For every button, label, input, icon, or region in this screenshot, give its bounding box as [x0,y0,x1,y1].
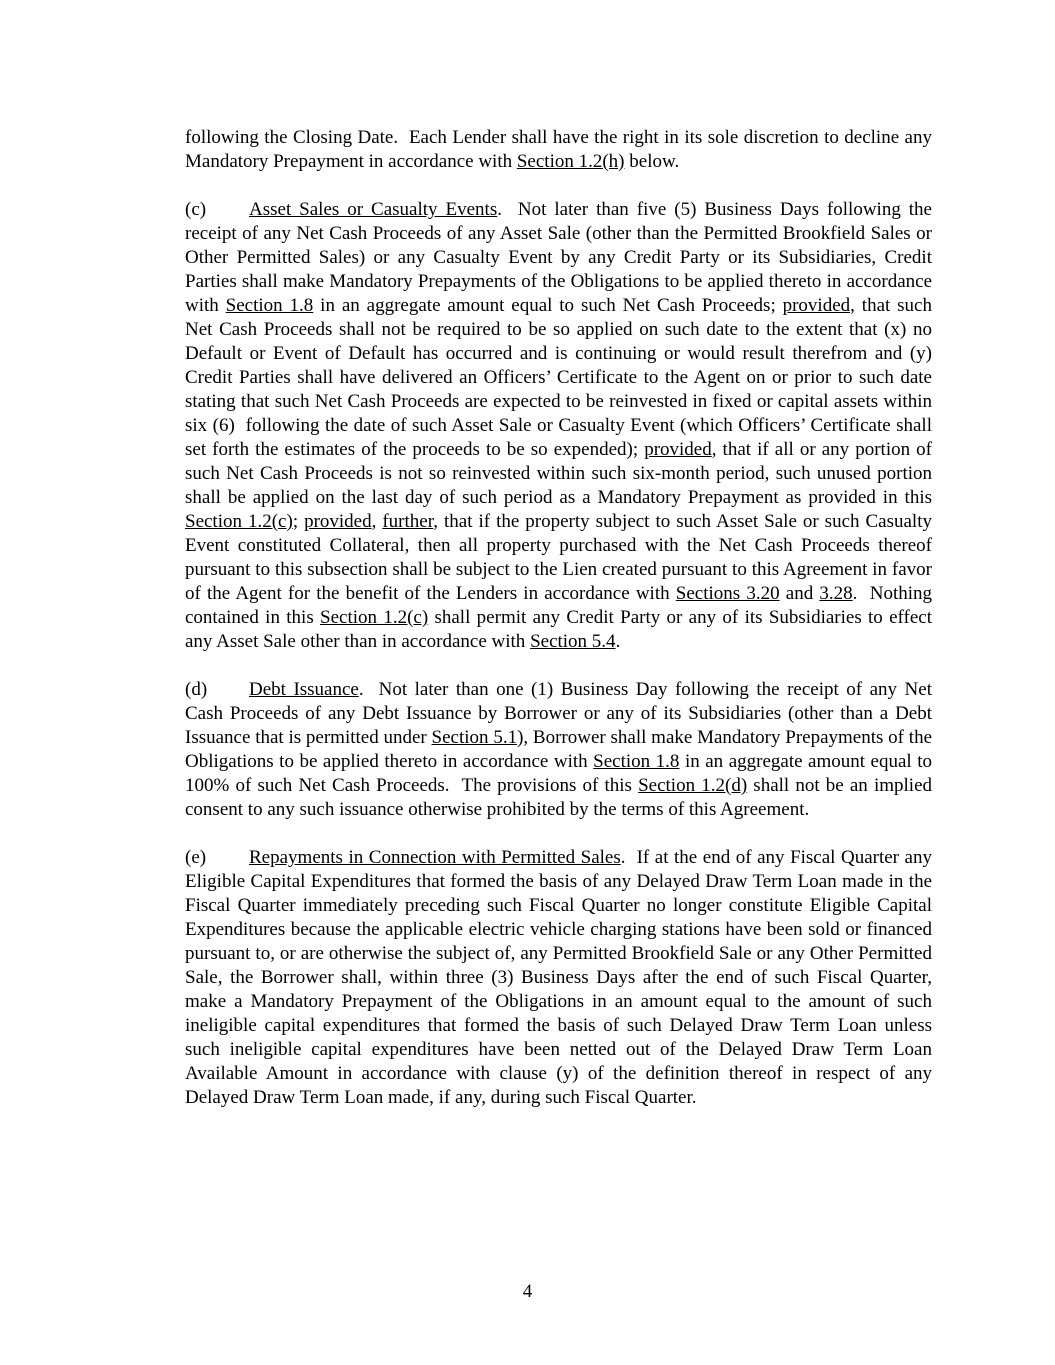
text-run: below. [624,151,680,172]
document-body [185,126,932,1134]
text-run: ; [292,511,305,532]
text-run: in an aggregate amount equal to such Net Cash Proceeds; [313,295,783,316]
underlined-text: Section 1.8 [593,751,680,772]
underlined-text: 3.28 [819,583,853,604]
underlined-text: provided [644,439,712,460]
text-run: . [615,631,621,652]
underlined-text: Section 1.2(d) [638,775,748,796]
page-number: 4 [522,1281,533,1302]
paragraph-label: (e) [185,847,207,868]
text-run: , [371,511,383,532]
text-run: ), Borrower shall make Mandatory Prepayments of the Obligations to be applied thereto in accordance with [185,727,932,772]
text-run: in an aggregate amount equal to 100% of such Net Cash Proceeds. The provisions of this [185,751,932,796]
underlined-text: Sections 3.20 [675,583,780,604]
underlined-text: Section 1.2(h) [516,151,625,172]
paragraph-d-debt-issuance [185,678,932,822]
underlined-text: Section 5.4 [530,631,616,652]
paragraph-e-repayments [185,846,932,1110]
text-run: , that if all or any portion of such Net Cash Proceeds is not so reinvested within such six-month period, such unused portion shall be applied on the last day of such period as a Mandatory Prepayment as provided in this [185,439,932,508]
underlined-text: provided [304,511,372,532]
text-run: and [779,583,820,604]
underlined-text: Section 1.2(c) [185,511,293,532]
paragraph-intro [185,126,932,174]
text-run: , that such Net Cash Proceeds shall not be required to be so applied on such date to the extent that (x) no Default or Event of Default has occurred and is continuing or would result therefrom and (y) Credit Parties shall have delivered an Officers’ Certificate to the Agent on or prior to such date stating that such Net Cash Proceeds are expected to be reinvested in fixed or capital assets within six (6) following the date of such Asset Sale or Casualty Event (which Officers’ Certificate shall set forth the estimates of the proceeds to be so expended); [185,295,932,460]
underlined-text: Repayments in Connection with Permitted Sales [249,847,621,868]
text-run: . Not later than five (5) Business Days following the receipt of any Net Cash Proceeds of any Asset Sale (other than the Permitted Brookfield Sales or Other Permitted Sales) or any Casualty Event by any Credit Party or its Subsidiaries, Credit Parties shall make Mandatory Prepayments of the Obligations to be applied thereto in accordance with [185,199,932,316]
underlined-text: Section 1.2(c) [320,607,429,628]
text-run: . Not later than one (1) Business Day following the receipt of any Net Cash Proceeds of any Debt Issuance by Borrower or any of its Subsidiaries (other than a Debt Issuance that is permitted under [185,679,932,748]
underlined-text: provided [782,295,851,316]
underlined-text: Debt Issuance [249,679,359,700]
text-run: shall permit any Credit Party or any of its Subsidiaries to effect any Asset Sale other than in accordance with [185,607,933,652]
text-run: . Nothing contained in this [185,583,933,628]
underlined-text: Section 1.8 [225,295,314,316]
underlined-text: Section 5.1 [431,727,518,748]
underlined-text: Asset Sales or Casualty Events [249,199,498,220]
underlined-text: further [382,511,434,532]
paragraph-label: (d) [185,679,208,700]
text-run: following the Closing Date. Each Lender shall have the right in its sole discretion to decline any Mandatory Prepayment in accordance with [185,127,932,172]
text-run: shall not be an implied consent to any such issuance otherwise prohibited by the terms of this Agreement. [185,775,933,820]
text-run: . If at the end of any Fiscal Quarter any Eligible Capital Expenditures that formed the basis of any Delayed Draw Term Loan made in the Fiscal Quarter immediately preceding such Fiscal Quarter no longer constitute Eligible Capital Expenditures because the applicable electric vehicle charging stations have been sold or financed pursuant to, or are otherwise the subject of, any Permitted Brookfield Sale or any Other Permitted Sale, the Borrower shall, within three (3) Business Days after the end of such Fiscal Quarter, make a Mandatory Prepayment of the Obligations in an amount equal to the amount of such ineligible capital expenditures that formed the basis of such Delayed Draw Term Loan unless such ineligible capital expenditures have been netted out of the Delayed Draw Term Loan Available Amount in accordance with clause (y) of the definition thereof in respect of any Delayed Draw Term Loan made, if any, during such Fiscal Quarter. [185,847,932,1108]
text-run: , that if the property subject to such Asset Sale or such Casualty Event constituted Collateral, then all property purchased with the Net Cash Proceeds thereof pursuant to this subsection shall be subject to the Lien created pursuant to this Agreement in favor of the Agent for the benefit of the Lenders in accordance with [185,511,932,604]
paragraph-c-asset-sales [185,198,932,654]
paragraph-label: (c) [185,199,207,220]
